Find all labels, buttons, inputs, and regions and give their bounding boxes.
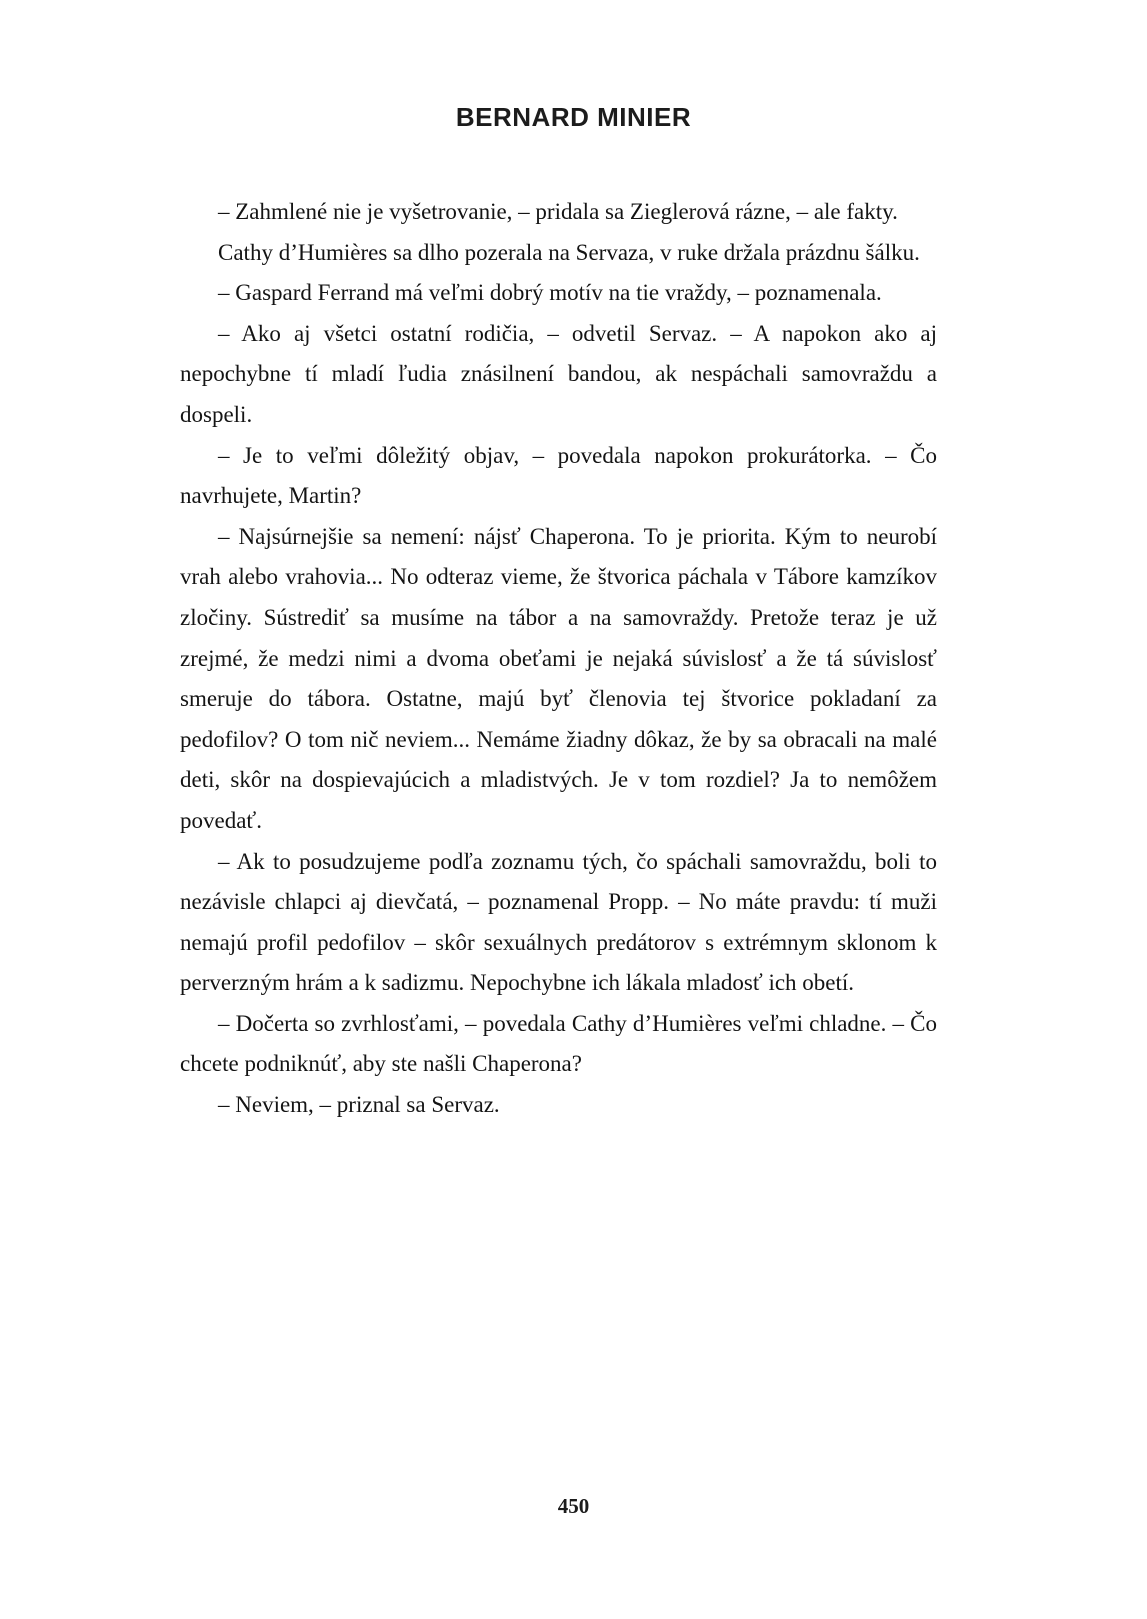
paragraph: – Neviem, – priznal sa Servaz. — [218, 1092, 500, 1118]
page-number: 450 — [557, 1494, 590, 1518]
paragraph: – Najsúrnejšie sa nemení: nájsť Chaperona. To je priorita. Kým to neurobí vrah alebo vrahovia... No odteraz vieme, že štvorica páchala v Tábore kamzíkov zločiny. Sústrediť sa musíme na tábor a na samovraždy. Pretože teraz je už zrejmé, že medzi nimi a dvoma obeťami je nejaká súvislosť a že tá súvislosť smeruje do tábora. Ostatne, majú byť členovia tej štvorice pokladaní za pedofilov? O tom nič neviem... Nemáme žiadny dôkaz, že by sa obracali na malé deti, skôr na dospievajúcich a mladistvých. Je v tom rozdiel? Ja to nemôžem povedať. — [180, 523, 937, 833]
paragraph: – Ako aj všetci ostatní rodičia, – odvetil Servaz. – A napokon ako aj nepochybne tí mladí ľudia znásilnení bandou, ak nespáchali samovraždu a dospeli. — [180, 320, 937, 427]
paragraph: – Ak to posudzujeme podľa zoznamu tých, čo spáchali samovraždu, boli to nezávisle chlapci aj dievčatá, – poznamenal Propp. – No máte pravdu: tí muži nemajú profil pedofilov – skôr sexuálnych predátorov s extrémnym sklonom k perverzným hrám a k sadizmu. Nepochybne ich lákala mladosť ich obetí. — [180, 848, 937, 996]
paragraph: – Je to veľmi dôležitý objav, – povedala napokon prokurátorka. – Čo navrhujete, Martin? — [180, 442, 937, 509]
paragraph: – Dočerta so zvrhlosťami, – povedala Cathy d’Humières veľmi chladne. – Čo chcete podniknúť, aby ste našli Chaperona? — [180, 1010, 937, 1077]
paragraph: – Gaspard Ferrand má veľmi dobrý motív na tie vraždy, – poznamenala. — [218, 280, 882, 306]
paragraph: Cathy d’Humières sa dlho pozerala na Servaza, v ruke držala prázdnu šálku. — [218, 239, 920, 265]
body-text-block — [180, 192, 937, 1126]
paragraph: – Zahmlené nie je vyšetrovanie, – pridala sa Zieglerová rázne, – ale fakty. — [218, 199, 898, 224]
running-head-author: BERNARD MINIER — [455, 102, 692, 132]
